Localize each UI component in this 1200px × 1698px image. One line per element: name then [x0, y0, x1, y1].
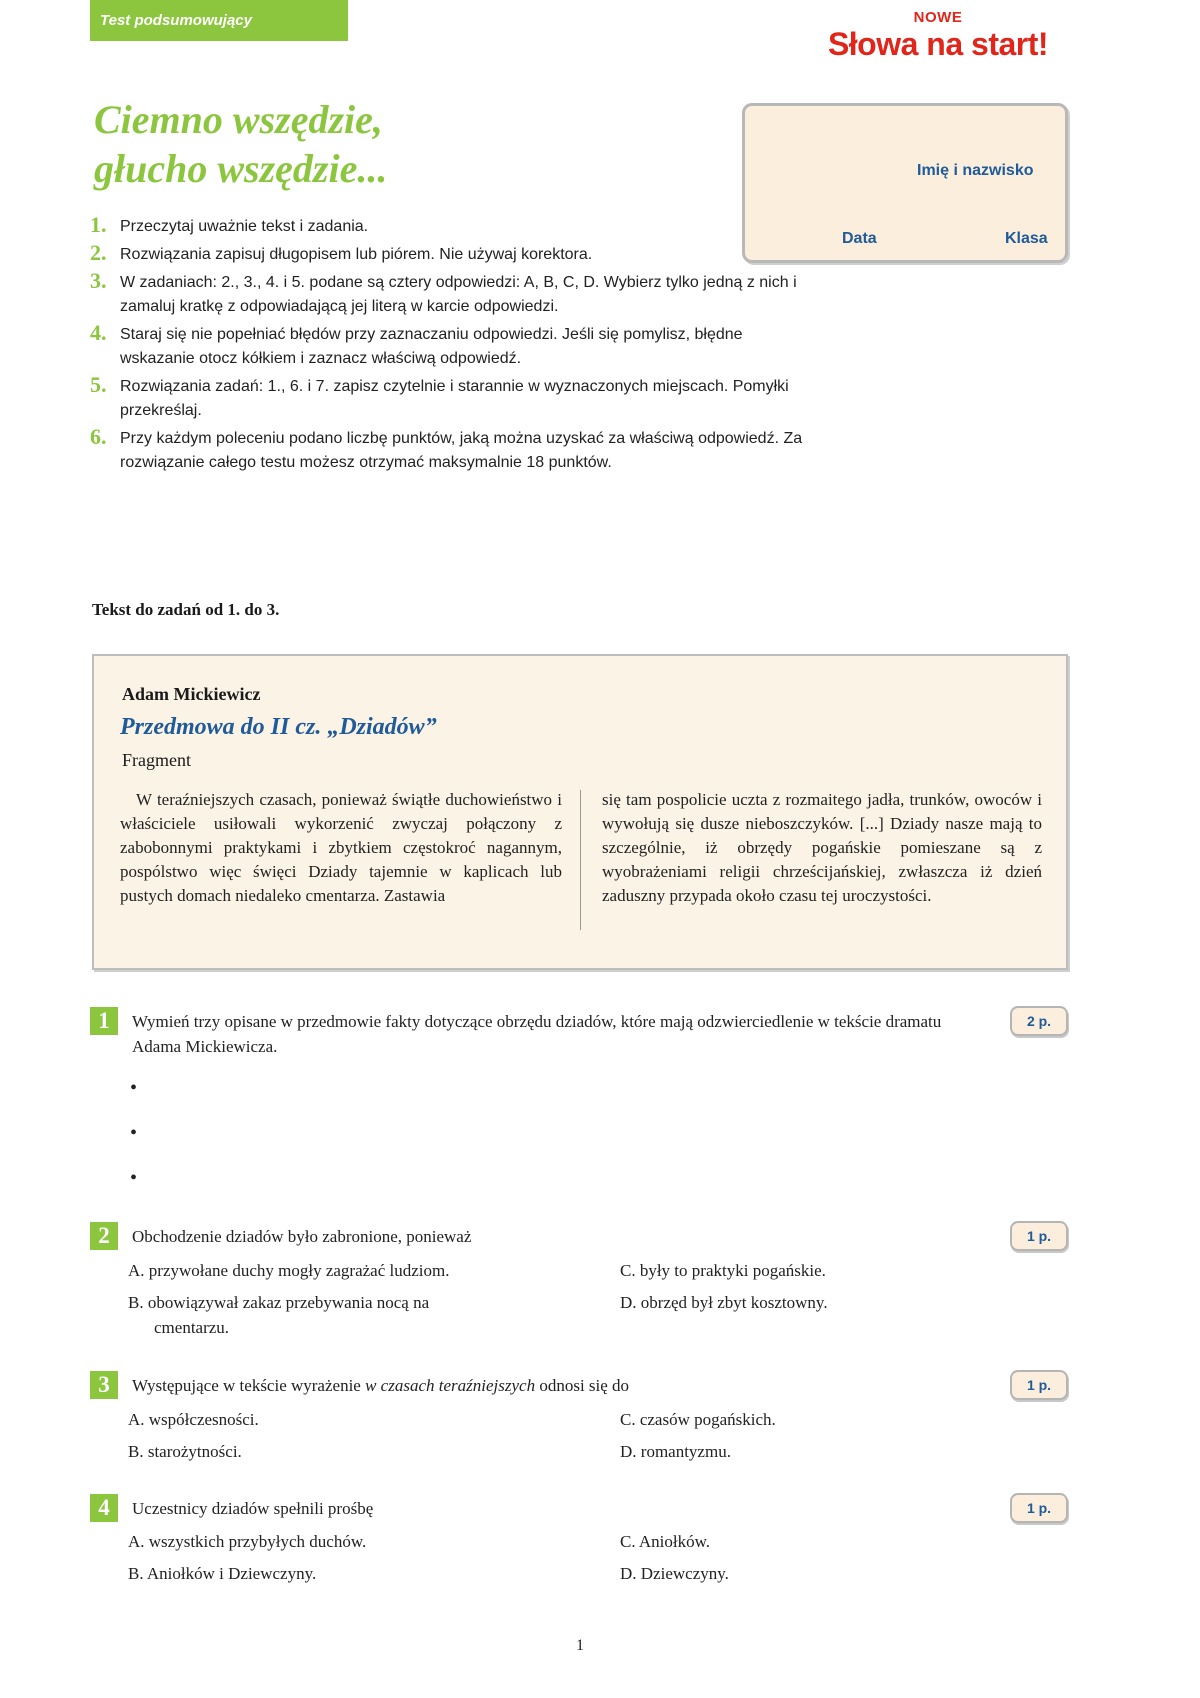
option-b-line-2: cmentarzu.: [154, 1318, 230, 1337]
page-title: [94, 95, 387, 193]
section-label: Tekst do zadań od 1. do 3.: [92, 600, 280, 619]
option-d[interactable]: D. romantyzmu.: [620, 1442, 731, 1461]
column-divider: [580, 790, 581, 930]
instruction-number: 1.: [90, 212, 107, 237]
instruction-number: 6.: [90, 424, 107, 449]
task-number: 2: [90, 1222, 118, 1250]
instruction-text: Staraj się nie popełniać błędów przy zaznaczaniu odpowiedzi. Jeśli się pomylisz, błędne wskazanie otocz kółkiem i zaznacz właściwą odpowiedź.: [120, 326, 743, 367]
points-badge: 1 p.: [1010, 1221, 1068, 1251]
instruction-item: [90, 212, 810, 239]
task-question: Wymień trzy opisane w przedmowie fakty dotyczące obrzędu dziadów, które mają odzwierciedlenie w tekście dramatu Adama Mickiewicza.: [132, 1012, 942, 1056]
answer-bullet[interactable]: •: [130, 1077, 138, 1099]
task-number: 4: [90, 1494, 118, 1522]
question-emphasis: w czasach teraźniejszych: [365, 1376, 536, 1395]
instruction-number: 2.: [90, 240, 107, 265]
instruction-number: 3.: [90, 268, 107, 293]
instruction-item: [90, 268, 810, 319]
instruction-number: 4.: [90, 320, 107, 345]
points-badge: 1 p.: [1010, 1370, 1068, 1400]
instruction-text: Przy każdym poleceniu podano liczbę punktów, jaką można uzyskać za właściwą odpowiedź. Za rozwiązanie całego testu możesz otrzymać maksymalnie 18 punktów.: [120, 430, 803, 471]
title-line-2: głucho wszędzie...: [94, 146, 388, 191]
option-d[interactable]: D. obrzęd był zbyt kosztowny.: [620, 1293, 828, 1312]
source-text-box: [92, 654, 1068, 970]
instruction-text: Przeczytaj uważnie tekst i zadania.: [120, 218, 369, 235]
points-badge: 1 p.: [1010, 1493, 1068, 1523]
brand-logo: [818, 10, 1058, 62]
question-text: Występujące w tekście wyrażenie: [132, 1376, 366, 1395]
instructions-list: [90, 212, 810, 479]
option-a[interactable]: A. współczesności.: [128, 1410, 259, 1429]
answer-bullet[interactable]: •: [130, 1122, 138, 1144]
option-b[interactable]: [128, 1290, 548, 1340]
option-a[interactable]: A. wszystkich przybyłych duchów.: [128, 1532, 367, 1551]
option-c[interactable]: C. były to praktyki pogańskie.: [620, 1261, 826, 1280]
instruction-text: W zadaniach: 2., 3., 4. i 5. podane są cztery odpowiedzi: A, B, C, D. Wybierz tylko jedną z nich i zamaluj kratkę z odpowiadającą jej literą w karcie odpowiedzi.: [120, 274, 797, 315]
text-column-right: się tam pospolicie uczta z rozmaitego jadła, trunków, owoców i wywołują się dusze nieboszczyków. [...] Dziady nasze mają to szczególnie, iż obrzędy pogańskie pomieszane są z wyobrażeniami religii chrześcijańskiej, zwłaszcza iż dzień zaduszny przypada około czasu tej uroczystości.: [602, 790, 1042, 905]
task-number: 3: [90, 1371, 118, 1399]
date-label: Data: [842, 230, 877, 247]
option-c[interactable]: C. czasów pogańskich.: [620, 1410, 776, 1429]
option-b[interactable]: B. starożytności.: [128, 1442, 242, 1461]
page-number: 1: [576, 1637, 584, 1654]
brand-name: Słowa na start!: [827, 26, 1049, 62]
task-question: Obchodzenie dziadów było zabronione, ponieważ: [132, 1227, 472, 1246]
answer-bullet[interactable]: •: [130, 1167, 138, 1189]
option-b[interactable]: B. Aniołków i Dziewczyny.: [128, 1564, 317, 1583]
option-b-line-1: B. obowiązywał zakaz przebywania nocą na: [128, 1293, 430, 1312]
text-title: Przedmowa do II cz. „Dziadów”: [120, 714, 437, 740]
option-d[interactable]: D. Dziewczyny.: [620, 1564, 729, 1583]
option-a[interactable]: A. przywołane duchy mogły zagrażać ludziom.: [128, 1261, 450, 1280]
header-tab: Test podsumowujący: [90, 0, 348, 41]
task-question: [132, 1373, 952, 1398]
instruction-text: Rozwiązania zapisuj długopisem lub piórem. Nie używaj korektora.: [120, 246, 593, 263]
instruction-number: 5.: [90, 372, 107, 397]
task-question: Uczestnicy dziadów spełnili prośbę: [132, 1499, 374, 1518]
text-author: Adam Mickiewicz: [122, 684, 261, 704]
task-number: 1: [90, 1007, 118, 1035]
question-text-end: odnosi się do: [535, 1376, 630, 1395]
instruction-item: [90, 372, 810, 423]
text-subtitle: Fragment: [122, 750, 191, 770]
class-label: Klasa: [1005, 230, 1048, 247]
option-c[interactable]: C. Aniołków.: [620, 1532, 711, 1551]
instruction-item: [90, 240, 810, 267]
title-line-1: Ciemno wszędzie,: [94, 97, 383, 142]
points-badge: 2 p.: [1010, 1006, 1068, 1036]
brand-top: NOWE: [913, 9, 963, 26]
text-column-left: W teraźniejszych czasach, ponieważ świątłe duchowieństwo i właściciele usiłowali wykorzenić zwyczaj połączony z zabobonnymi praktykami i zbytkiem częstokroć nagannym, pospólstwo więc święci Dziady tajemnie w kaplicach lub pustych domach niedaleko cmentarza. Zastawia: [120, 790, 562, 905]
name-label: Imię i nazwisko: [917, 162, 1034, 179]
instruction-item: [90, 424, 810, 475]
instruction-item: [90, 320, 810, 371]
instruction-text: Rozwiązania zadań: 1., 6. i 7. zapisz czytelnie i starannie w wyznaczonych miejscach. Pomyłki przekreślaj.: [120, 378, 789, 419]
